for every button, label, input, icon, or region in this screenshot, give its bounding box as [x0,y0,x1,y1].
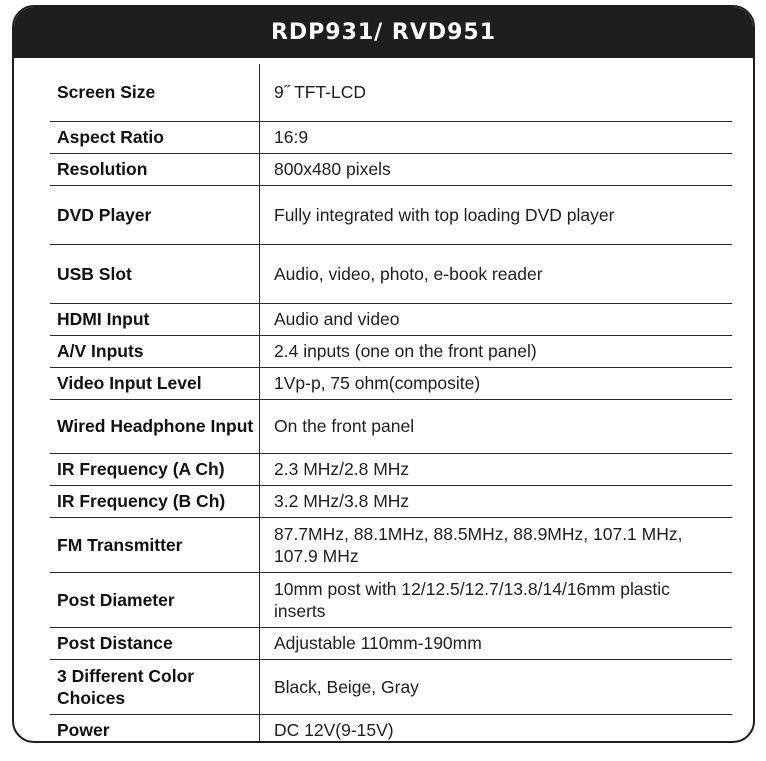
spec-value: Black, Beige, Gray [260,659,733,714]
spec-label: Post Distance [50,627,260,659]
spec-value: 87.7MHz, 88.1MHz, 88.5MHz, 88.9MHz, 107.1 MHz, 107.9 MHz [260,517,733,572]
spec-value: 16:9 [260,121,733,153]
spec-label: IR Frequency (B Ch) [50,485,260,517]
spec-value: 1Vp-p, 75 ohm(composite) [260,367,733,399]
spec-value: 2.3 MHz/2.8 MHz [260,453,733,485]
spec-label: FM Transmitter [50,517,260,572]
table-row [50,64,732,121]
spec-value: 2.4 inputs (one on the front panel) [260,335,733,367]
spec-label: Post Diameter [50,572,260,627]
spec-value: 10mm post with 12/12.5/12.7/13.8/14/16mm plastic inserts [260,572,733,627]
table-row [50,335,732,367]
spec-label: DVD Player [50,185,260,244]
spec-table [50,64,732,743]
table-row [50,121,732,153]
card-title: RDP931/ RVD951 [270,20,497,45]
spec-value: Audio, video, photo, e-book reader [260,244,733,303]
spec-value: Fully integrated with top loading DVD player [260,185,733,244]
table-row [50,367,732,399]
spec-label: HDMI Input [50,303,260,335]
spec-label: Screen Size [50,64,260,121]
spec-label: Power [50,714,260,743]
table-row [50,714,732,743]
table-row [50,453,732,485]
spec-value: On the front panel [260,399,733,453]
table-row [50,485,732,517]
spec-label: IR Frequency (A Ch) [50,453,260,485]
spec-label: 3 Different Color Choices [50,659,260,714]
spec-label: Video Input Level [50,367,260,399]
table-row [50,517,732,572]
spec-label: USB Slot [50,244,260,303]
spec-card [12,5,755,743]
spec-label: A/V Inputs [50,335,260,367]
table-row [50,185,732,244]
spec-value: 3.2 MHz/3.8 MHz [260,485,733,517]
spec-label: Aspect Ratio [50,121,260,153]
table-row [50,659,732,714]
table-row [50,572,732,627]
table-row [50,303,732,335]
spec-value: Audio and video [260,303,733,335]
spec-value: 9˝ TFT-LCD [260,64,733,121]
table-row [50,399,732,453]
card-header [14,7,753,58]
spec-label: Wired Headphone Input [50,399,260,453]
spec-value: DC 12V(9-15V) [274,719,394,740]
spec-value: Adjustable 110mm-190mm [260,627,733,659]
spec-value: 800x480 pixels [260,153,733,185]
table-row [50,244,732,303]
table-row [50,153,732,185]
table-row [50,627,732,659]
spec-label: Resolution [50,153,260,185]
